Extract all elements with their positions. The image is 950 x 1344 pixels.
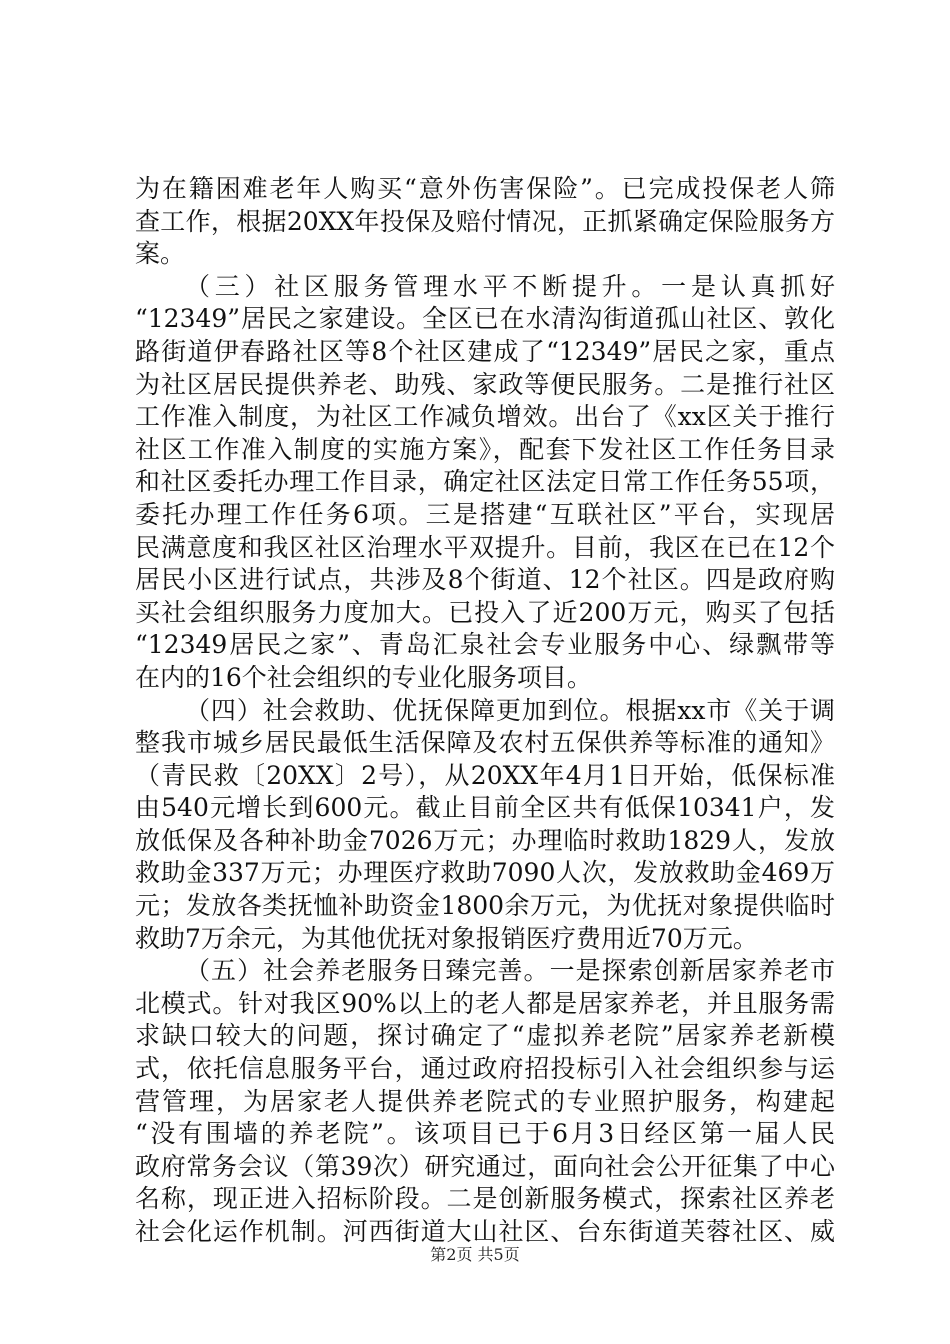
text-line: 在内的16个社会组织的专业化服务项目。 [135,662,592,692]
text-line: （五）社会养老服务日臻完善。一是探索创新居家养老市 [185,956,835,986]
text-line: 元；发放各类抚恤补助资金1800余万元，为优抚对象提供临时 [135,891,835,921]
page-footer: 第2页 共5页 [430,1245,520,1264]
text-line: 式，依托信息服务平台，通过政府招投标引入社会组织参与运 [135,1054,835,1084]
text-line: 救助7万余元，为其他优抚对象报销医疗费用近70万元。 [135,923,758,953]
text-line: 北模式。针对我区90%以上的老人都是居家养老，并且服务需 [135,988,835,1018]
text-line: “没有围墙的养老院”。该项目已于6月3日经区第一届人民 [135,1119,835,1149]
text-line: 社会化运作机制。河西街道大山社区、台东街道芙蓉社区、威 [135,1217,835,1246]
text-line: 查工作，根据20XX年投保及赔付情况，正抓紧确定保险服务方 [135,206,835,236]
text-line: “12349居民之家”、青岛汇泉社会专业服务中心、绿飘带等 [135,630,835,660]
text-line: （四）社会救助、优抚保障更加到位。根据xx市《关于调 [185,695,835,725]
text-line: （青民救〔20XX〕2号），从20XX年4月1日开始，低保标准 [135,760,835,790]
text-line: 名称，现正进入招标阶段。二是创新服务模式，探索社区养老 [135,1184,835,1214]
text-line: 放低保及各种补助金7026万元；办理临时救助1829人，发放 [135,825,835,855]
text-line: 由540元增长到600元。截止目前全区共有低保10341户，发 [135,793,835,823]
text-line: “12349”居民之家建设。全区已在水清沟街道孤山社区、敦化 [135,304,835,334]
text-line: 为社区居民提供养老、助残、家政等便民服务。二是推行社区 [135,369,835,399]
text-line: （三）社区服务管理水平不断提升。一是认真抓好 [185,271,835,301]
text-line: 买社会组织服务力度加大。已投入了近200万元，购买了包括 [135,597,835,627]
text-line: 案。 [135,239,186,269]
text-line: 政府常务会议（第39次）研究通过，面向社会公开征集了中心 [135,1151,835,1181]
text-line: 营管理，为居家老人提供养老院式的专业照护服务，构建起 [135,1086,835,1116]
document-body [135,173,835,1249]
text-line: 民满意度和我区社区治理水平双提升。目前，我区在已在12个 [135,532,835,562]
text-line: 居民小区进行试点，共涉及8个街道、12个社区。四是政府购 [135,565,835,595]
text-line: 委托办理工作任务6项。三是搭建“互联社区”平台，实现居 [135,499,835,529]
text-line: 和社区委托办理工作目录，确定社区法定日常工作任务55项， [135,467,835,497]
text-line: 工作准入制度，为社区工作减负增效。出台了《xx区关于推行 [135,402,835,432]
text-line: 路街道伊春路社区等8个社区建成了“12349”居民之家，重点 [135,336,835,366]
text-line: 救助金337万元；办理医疗救助7090人次，发放救助金469万 [135,858,835,888]
text-line: 社区工作准入制度的实施方案》，配套下发社区工作任务目录 [135,434,835,464]
text-line: 为在籍困难老年人购买“意外伤害保险”。已完成投保老人筛 [135,174,835,203]
text-line: 求缺口较大的问题，探讨确定了“虚拟养老院”居家养老新模 [135,1021,835,1051]
text-line: 整我市城乡居民最低生活保障及农村五保供养等标准的通知》 [135,728,835,758]
